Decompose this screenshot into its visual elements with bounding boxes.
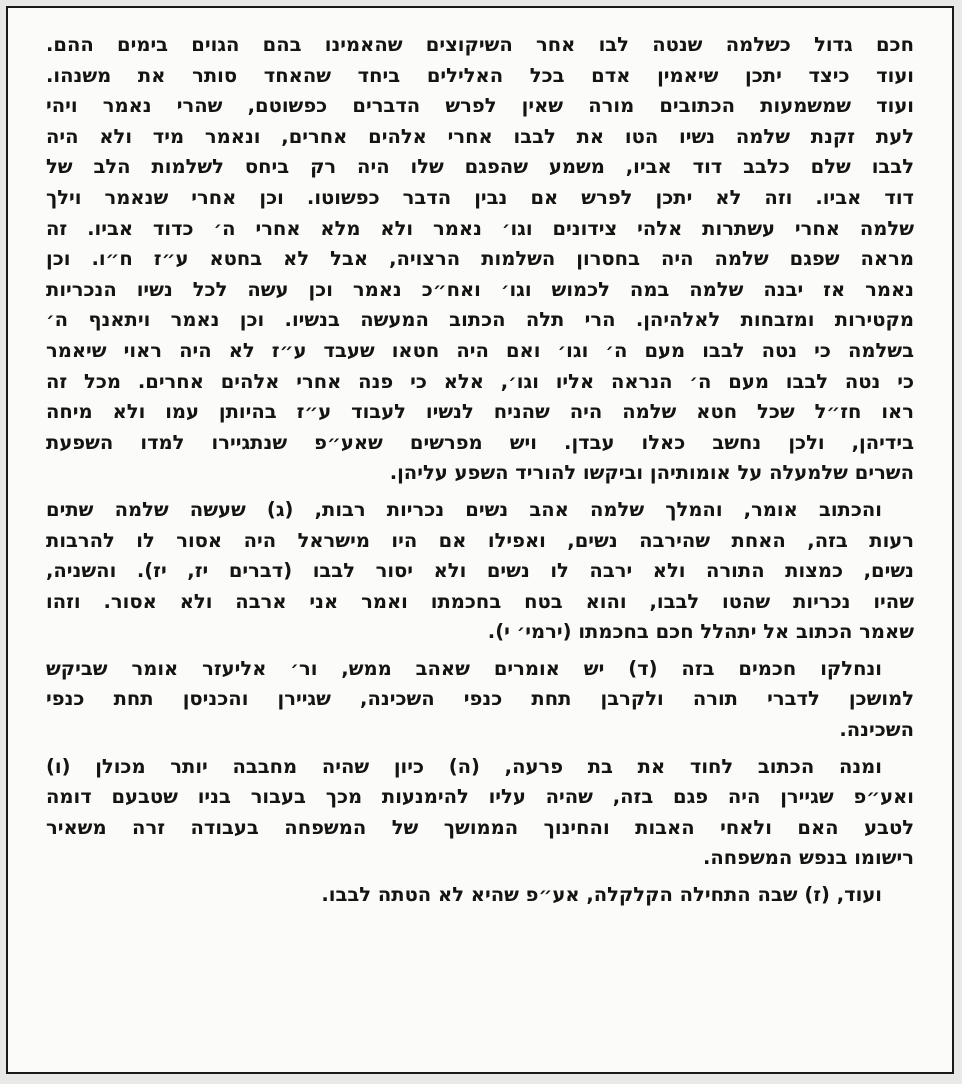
text-line: מקטירות ומזבחות לאלהיהן. הרי תלה הכתוב המעשה בנשיו. וכן נאמר ויתאנף ה׳ <box>46 308 914 332</box>
text-line: השכינה. <box>839 718 914 742</box>
text-line: בידיהן, ולכן נחשב כאלו עבדן. ויש מפרשים שאע״פ שנתגיירו למדו השפעת <box>46 430 914 454</box>
text-line: לטבע האם ולאחי האבות והחינוך הממושך של המשפחה בעבודה זרה משאיר <box>46 815 914 839</box>
text-line: ומנה הכתוב לחוד את בת פרעה, (ה) כיון שהיה מחבבה יותר מכולן (ו) <box>46 754 882 778</box>
text-line: לעת זקנת שלמה נשיו הטו את לבבו אחרי אלהים אחרים, ונאמר מיד ולא היה <box>46 124 914 148</box>
text-line: למושכן לדברי תורה ולקרבן תחת כנפי השכינה, שגיירן והכניסן תחת כנפי <box>46 687 914 711</box>
text-line: שלמה אחרי עשתרות אלהי צידונים וגו׳ נאמר ולא מלא אחרי ה׳ כדוד אביו. זה <box>46 216 914 240</box>
text-line: כי נטה לבבו מעם ה׳ הנראה אליו וגו׳, אלא כי פנה אחרי אלהים אחרים. מכל זה <box>46 369 914 393</box>
text-line: נשים, כמצות התורה ולא ירבה לו נשים ולא יסור לבבו (דברים יז, יז). והשניה, <box>46 559 914 583</box>
document-text <box>46 30 914 911</box>
text-line: שהיו נכריות שהטו לבבו, והוא בטח בחכמתו ואמר אני ארבה ולא אסור. וזהו <box>46 589 914 613</box>
text-line: לבבו שלם כלבב דוד אביו, משמע שהפגם שלו היה רק ביחס לשלמות הלב של <box>46 155 914 179</box>
text-line: דוד אביו. וזה לא יתכן לפרש אם נבין הדבר כפשוטו. וכן אחרי שנאמר וילך <box>46 185 914 209</box>
text-line: מראה שפגם שלמה היה בחסרון השלמות הרצויה, אבל לא בחטא ע״ז ח״ו. וכן <box>46 247 914 271</box>
text-line: ועוד שמשמעות הכתובים מורה שאין לפרש הדברים כפשוטם, שהרי נאמר ויהי <box>46 94 914 118</box>
paragraph-5 <box>46 880 914 911</box>
paragraph-2 <box>46 495 914 648</box>
document-page <box>6 6 954 1074</box>
text-line: נאמר אז יבנה שלמה במה לכמוש וגו׳ ואח״כ נאמר וכן עשה לכל נשיו הנכריות <box>46 277 914 301</box>
text-line: שאמר הכתוב אל יתהלל חכם בחכמתו (ירמי׳ י). <box>487 620 914 644</box>
text-line: השרים שלמעלה על אומותיהן וביקשו להוריד השפע עליהן. <box>389 461 914 485</box>
text-line: ועוד כיצד יתכן שיאמין אדם בכל האלילים ביחד שהאחד סותר את משנהו. <box>46 63 914 87</box>
text-line: ואע״פ שגיירן היה פגם בזה, שהיה עליו להימנעות מכך בעבור בניו שטבעם דומה <box>46 785 914 809</box>
text-line: רעות בזה, האחת שהירבה נשים, ואפילו אם היו מישראל היה אסור לו להרבות <box>46 528 914 552</box>
text-line: והכתוב אומר, והמלך שלמה אהב נשים נכריות רבות, (ג) שעשה שלמה שתים <box>46 497 882 521</box>
text-line: חכם גדול כשלמה שנטה לבו אחר השיקוצים שהאמינו בהם הגוים בימים ההם. <box>46 33 914 56</box>
text-line: רישומו בנפש המשפחה. <box>702 846 914 870</box>
text-line: ראו חז״ל שכל חטא שלמה היה שהניח לנשיו לעבוד ע״ז בהיותן עמו ולא מיחה <box>46 400 914 424</box>
paragraph-3 <box>46 654 914 746</box>
text-line: ועוד, (ז) שבה התחילה הקלקלה, אע״פ שהיא לא הטתה לבבו. <box>321 883 882 907</box>
paragraph-1 <box>46 30 914 489</box>
text-line: ונחלקו חכמים בזה (ד) יש אומרים שאהב ממש, ור׳ אליעזר אומר שביקש <box>46 656 882 680</box>
paragraph-4 <box>46 752 914 874</box>
text-line: בשלמה כי נטה לבבו מעם ה׳ וגו׳ ואם היה חטאו שעבד ע״ז לא היה ראוי שיאמר <box>46 338 914 362</box>
